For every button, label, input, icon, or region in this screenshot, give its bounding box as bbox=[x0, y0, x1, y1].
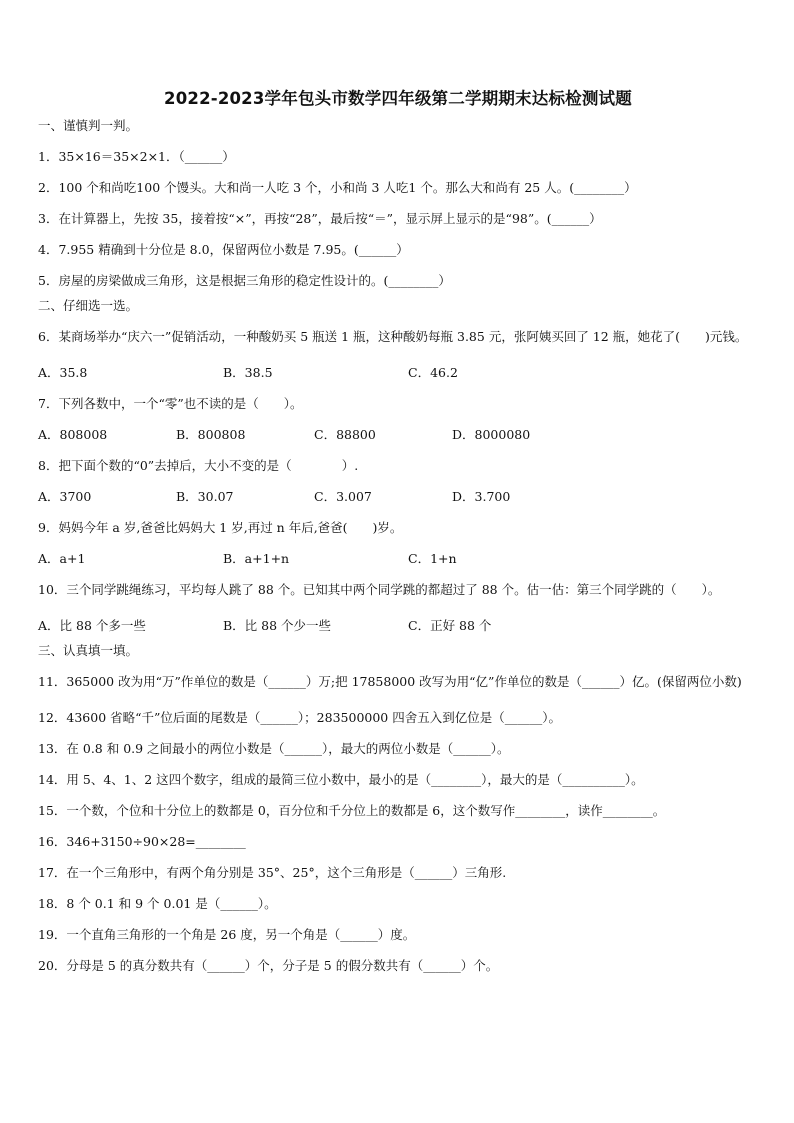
question-7-options bbox=[38, 425, 758, 445]
option-c: C．1+n bbox=[408, 551, 457, 566]
question-10-options bbox=[38, 616, 758, 636]
option-a: A．808008 bbox=[38, 427, 108, 442]
question-6: 6．某商场举办“庆六一”促销活动，一种酸奶买 5 瓶送 1 瓶，这种酸奶每瓶 3.85 元，张阿姨买回了 12 瓶，她花了( )元钱。 bbox=[38, 329, 748, 344]
question-1: 1．35×16＝35×2×1．（______） bbox=[38, 149, 235, 164]
question-3: 3．在计算器上，先按 35，接着按“×”，再按“28”，最后按“＝”，显示屏上显示的是“98”。(______） bbox=[38, 211, 602, 226]
option-a: A．35.8 bbox=[38, 365, 88, 380]
question-5: 5．房屋的房梁做成三角形，这是根据三角形的稳定性设计的。(________） bbox=[38, 273, 451, 288]
question-20: 20．分母是 5 的真分数共有（______）个，分子是 5 的假分数共有（______）个。 bbox=[38, 958, 499, 973]
question-9-options bbox=[38, 549, 758, 569]
option-b: B．38.5 bbox=[223, 365, 273, 380]
question-8-options bbox=[38, 487, 758, 507]
question-11: 11．365000 改为用“万”作单位的数是（______）万;把 17858000 改写为用“亿”作单位的数是（______）亿。(保留两位小数) bbox=[38, 674, 742, 689]
section-heading-fill: 三、认真填一填。 bbox=[38, 643, 139, 658]
option-a: A．3700 bbox=[38, 489, 92, 504]
option-b: B．比 88 个少一些 bbox=[223, 618, 332, 633]
option-a: A．a+1 bbox=[38, 551, 86, 566]
option-c: C．46.2 bbox=[408, 365, 458, 380]
option-c: C．3.007 bbox=[314, 489, 372, 504]
option-c: C．正好 88 个 bbox=[408, 618, 492, 633]
exam-content bbox=[38, 116, 758, 976]
question-2: 2．100 个和尚吃100 个馒头。大和尚一人吃 3 个，小和尚 3 人吃1 个。那么大和尚有 25 人。(________） bbox=[38, 180, 637, 195]
question-4: 4．7.955 精确到十分位是 8.0，保留两位小数是 7.95。(______） bbox=[38, 242, 409, 257]
question-13: 13．在 0.8 和 0.9 之间最小的两位小数是（______），最大的两位小数是（______）。 bbox=[38, 741, 510, 756]
section-heading-judgement: 一、谨慎判一判。 bbox=[38, 118, 139, 133]
question-15: 15．一个数，个位和十分位上的数都是 0，百分位和千分位上的数都是 6，这个数写作________，读作________。 bbox=[38, 803, 666, 818]
option-b: B．a+1+n bbox=[223, 551, 290, 566]
question-8: 8．把下面个数的“0”去掉后，大小不变的是（ ）. bbox=[38, 458, 359, 473]
option-b: B．30.07 bbox=[176, 489, 234, 504]
option-d: D．8000080 bbox=[452, 427, 531, 442]
section-heading-choice: 二、仔细选一选。 bbox=[38, 298, 139, 313]
question-9: 9．妈妈今年 a 岁,爸爸比妈妈大 1 岁,再过 n 年后,爸爸( )岁。 bbox=[38, 520, 403, 535]
question-6-options bbox=[38, 363, 758, 383]
question-10: 10．三个同学跳绳练习，平均每人跳了 88 个。已知其中两个同学跳的都超过了 88 个。估一估：第三个同学跳的（ ）。 bbox=[38, 582, 721, 597]
question-7: 7．下列各数中，一个“零”也不读的是（ ）。 bbox=[38, 396, 303, 411]
question-19: 19．一个直角三角形的一个角是 26 度，另一个角是（______）度。 bbox=[38, 927, 416, 942]
option-d: D．3.700 bbox=[452, 489, 511, 504]
question-17: 17．在一个三角形中，有两个角分别是 35°、25°，这个三角形是（______）三角形. bbox=[38, 865, 507, 880]
option-b: B．800808 bbox=[176, 427, 246, 442]
question-18: 18．8 个 0.1 和 9 个 0.01 是（______）。 bbox=[38, 896, 277, 911]
question-16: 16．346+3150÷90×28=________ bbox=[38, 834, 246, 849]
question-14: 14．用 5、4、1、2 这四个数字，组成的最简三位小数中，最小的是（________），最大的是（__________）。 bbox=[38, 772, 644, 787]
option-a: A．比 88 个多一些 bbox=[38, 618, 146, 633]
question-12: 12．43600 省略“千”位后面的尾数是（______）；283500000 四舍五入到亿位是（______）。 bbox=[38, 710, 561, 725]
option-c: C．88800 bbox=[314, 427, 376, 442]
page-title: 2022-2023学年包头市数学四年级第二学期期末达标检测试题 bbox=[164, 89, 632, 108]
